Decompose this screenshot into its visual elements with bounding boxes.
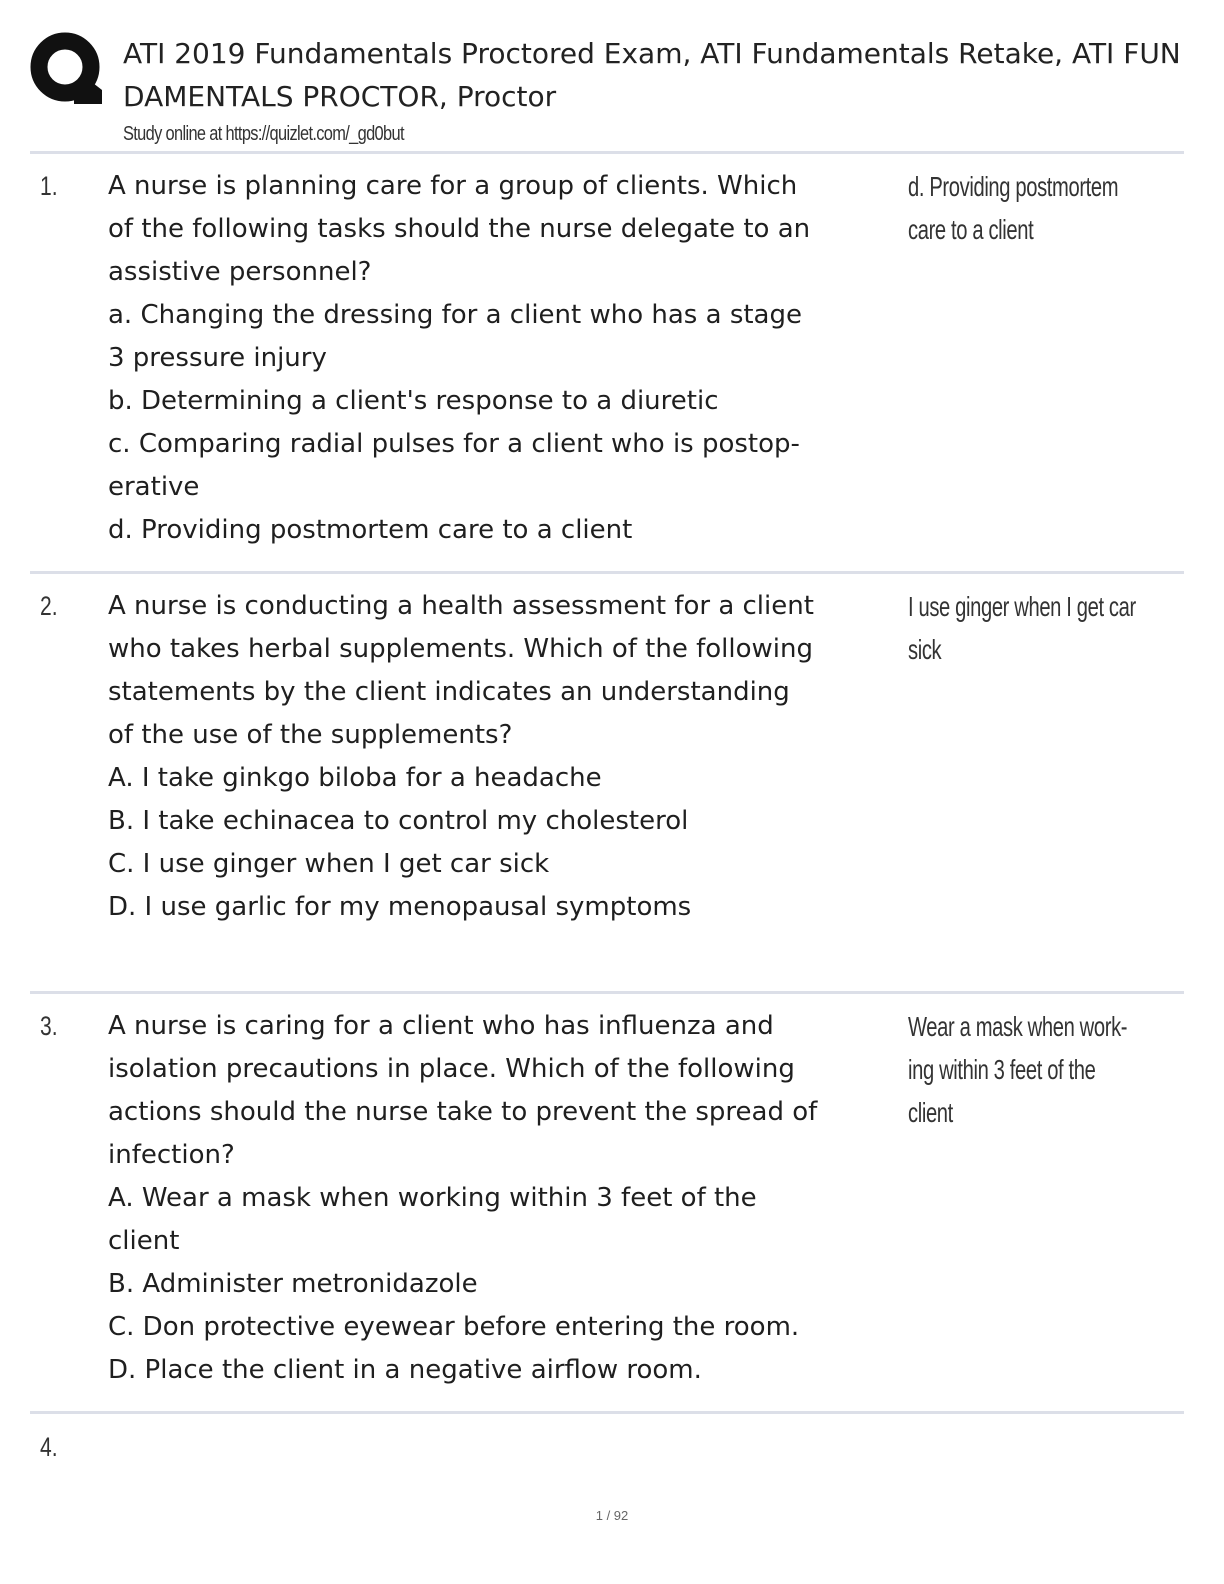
question-2-answer <box>908 585 1138 671</box>
answer-line: Wear a mask when work- <box>908 1011 1128 1042</box>
question-number: 2. <box>40 591 58 621</box>
question-number: 4. <box>40 1432 58 1462</box>
divider <box>30 991 1184 994</box>
quizlet-logo-icon <box>30 32 102 104</box>
option-line: C. I use ginger when I get car sick <box>108 849 550 879</box>
option-line: B. Administer metronidazole <box>108 1269 478 1299</box>
question-line: who takes herbal supplements. Which of the following <box>108 634 813 664</box>
answer-line: client <box>908 1097 953 1128</box>
question-number: 3. <box>40 1011 58 1041</box>
divider <box>30 1411 1184 1414</box>
option-line: A. I take ginkgo biloba for a headache <box>108 763 602 793</box>
option-line: B. I take echinacea to control my cholesterol <box>108 806 689 836</box>
option-line: client <box>108 1226 180 1256</box>
title-line-2: DAMENTALS PROCTOR, Proctor <box>123 80 557 113</box>
question-line: A nurse is planning care for a group of clients. Which <box>108 171 798 201</box>
answer-line: sick <box>908 634 942 665</box>
answer-line: d. Providing postmortem <box>908 171 1119 202</box>
option-line: a. Changing the dressing for a client who has a stage <box>108 300 802 330</box>
option-line: erative <box>108 472 200 502</box>
question-line: A nurse is conducting a health assessment for a client <box>108 591 814 621</box>
answer-line: care to a client <box>908 214 1034 245</box>
question-3-text <box>108 1005 903 1392</box>
question-line: A nurse is caring for a client who has influenza and <box>108 1011 774 1041</box>
document-title <box>123 32 1224 118</box>
option-line: c. Comparing radial pulses for a client who is postop- <box>108 429 800 459</box>
study-online-link[interactable]: Study online at https://quizlet.com/_gd0but <box>123 123 404 145</box>
question-line: assistive personnel? <box>108 257 372 287</box>
answer-line: I use ginger when I get car <box>908 591 1136 622</box>
question-line: of the following tasks should the nurse delegate to an <box>108 214 811 244</box>
option-line: D. Place the client in a negative airflow room. <box>108 1355 702 1385</box>
question-line: isolation precautions in place. Which of the following <box>108 1054 795 1084</box>
question-line: of the use of the supplements? <box>108 720 513 750</box>
question-line: statements by the client indicates an understanding <box>108 677 790 707</box>
page-number: 1 / 92 <box>595 1508 629 1523</box>
question-number: 1. <box>40 171 58 201</box>
question-2-text <box>108 585 903 929</box>
option-line: D. I use garlic for my menopausal symptoms <box>108 892 692 922</box>
question-1-text <box>108 165 903 552</box>
option-line: b. Determining a client's response to a diuretic <box>108 386 719 416</box>
question-3-answer <box>908 1005 1138 1134</box>
option-line: A. Wear a mask when working within 3 feet of the <box>108 1183 757 1213</box>
question-line: actions should the nurse take to prevent the spread of <box>108 1097 818 1127</box>
option-line: 3 pressure injury <box>108 343 327 373</box>
divider <box>30 151 1184 154</box>
option-line: d. Providing postmortem care to a client <box>108 515 633 545</box>
question-1-answer <box>908 165 1138 251</box>
question-line: infection? <box>108 1140 235 1170</box>
answer-line: ing within 3 feet of the <box>908 1054 1096 1085</box>
divider <box>30 571 1184 574</box>
title-line-1: ATI 2019 Fundamentals Proctored Exam, ATI Fundamentals Retake, ATI FUN <box>123 37 1181 70</box>
option-line: C. Don protective eyewear before entering the room. <box>108 1312 800 1342</box>
